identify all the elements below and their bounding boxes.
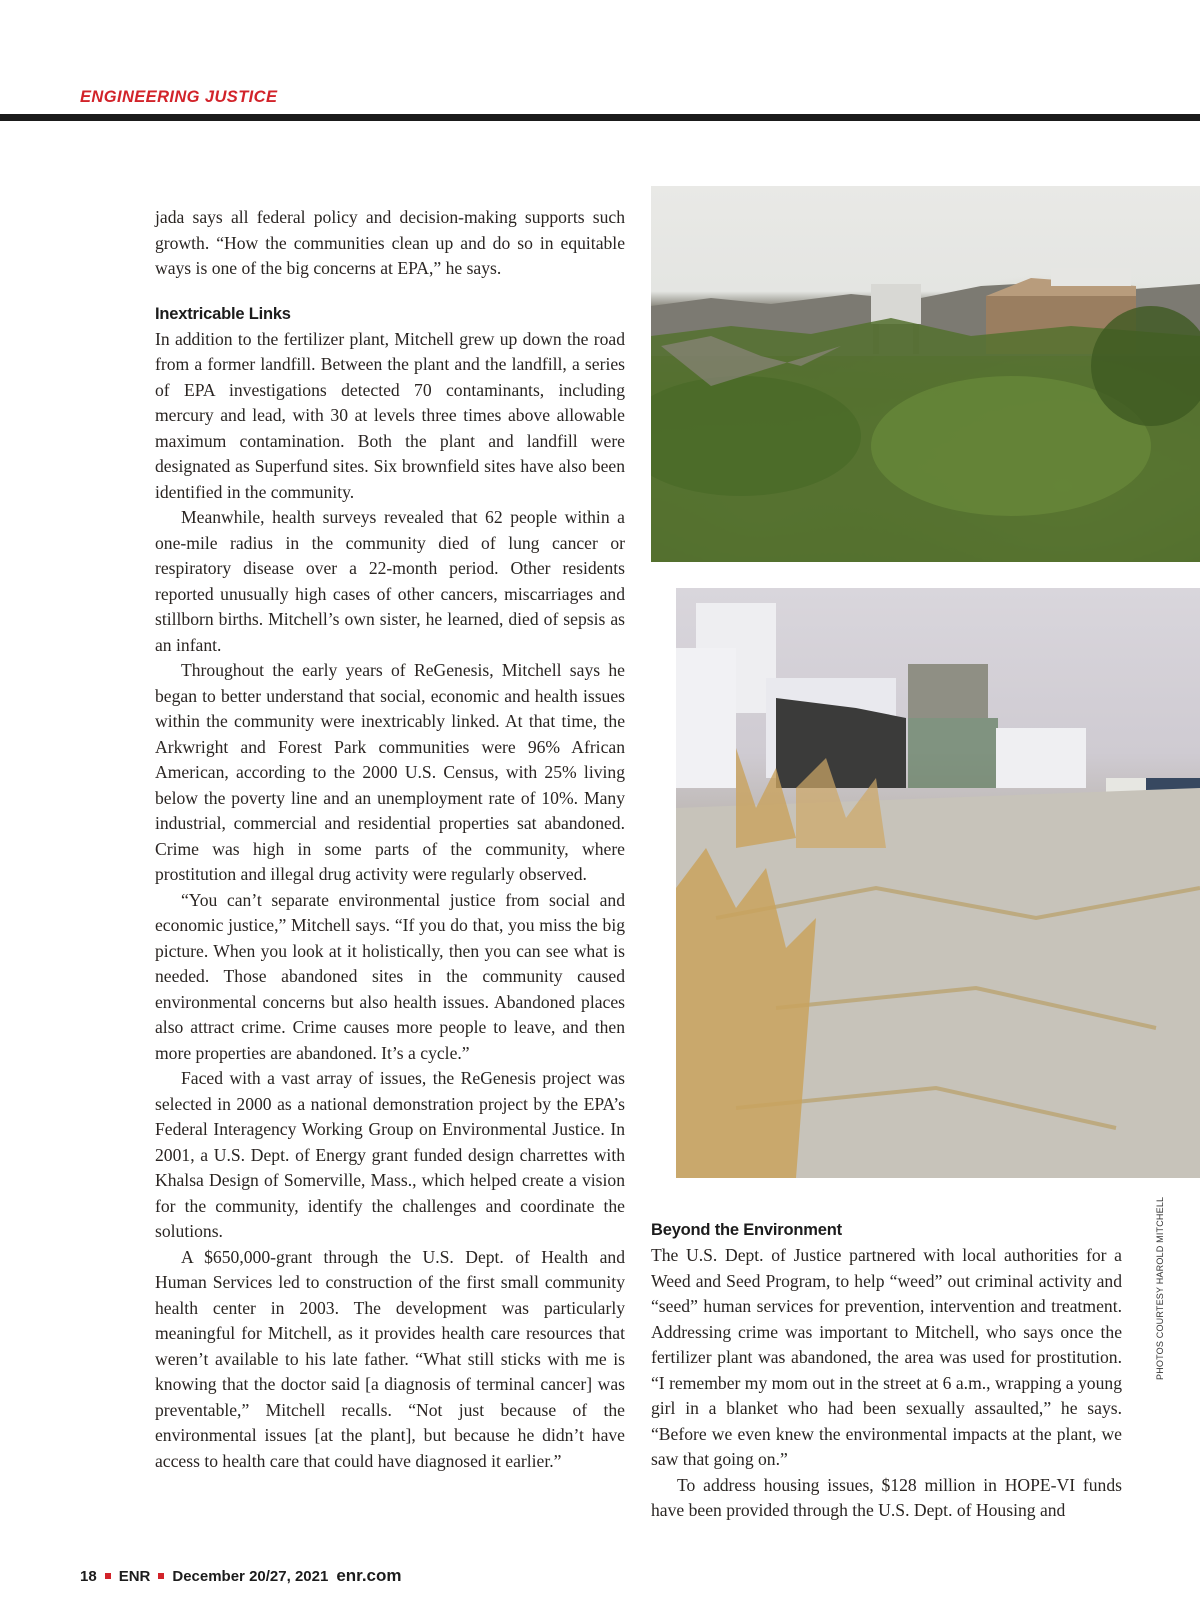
subhead-inextricable-links: Inextricable Links	[155, 304, 291, 323]
body-paragraph: Meanwhile, health surveys revealed that 62 people within a one-mile radius in the community died of lung cancer or respiratory disease over a 22-month period. Other residents reported unusually high cases of other cancers, miscarriages and stillborn births. Mitchell’s own sister, he learned, died of sepsis as an infant.	[155, 507, 625, 655]
section-label: ENGINEERING JUSTICE	[80, 88, 278, 106]
body-paragraph: The U.S. Dept. of Justice partnered with local authorities for a Weed and Seed Program, to help “weed” out criminal activity and “seed” human services for prevention, intervention and treatment. Addressing crime was important to Mitchell, who says once the fertilizer plant was abandoned, the area was used for prostitution. “I remember my mom out in the street at 6 a.m., wrapping a young girl in a blanket who had been sexually assaulted,” he says. “Before we even knew the environmental impacts at the plant, we saw that going on.”	[651, 1245, 1122, 1469]
photo-demolished-plant	[651, 186, 1200, 562]
photo-abandoned-lot-drawing	[676, 588, 1200, 1178]
photo-credit: PHOTOS COURTESY HAROLD MITCHELL	[1155, 1196, 1165, 1380]
right-column	[651, 1218, 1122, 1524]
subhead-beyond-the-environment: Beyond the Environment	[651, 1221, 842, 1239]
body-paragraph: “You can’t separate environmental justice from social and economic justice,” Mitchell says. “If you do that, you miss the big picture. When you look at it holistically, then you can see what is needed. Those abandoned sites in the community caused environmental concerns but also health issues. Abandoned places also attract crime. Crime causes more people to leave, and then more properties are abandoned. It’s a cycle.”	[155, 889, 625, 1063]
issue-date: December 20/27, 2021	[172, 1567, 329, 1585]
header-rule	[0, 114, 1200, 121]
website-link[interactable]: enr.com	[336, 1566, 402, 1585]
footer-separator-icon	[105, 1573, 111, 1579]
footer-separator-icon	[158, 1573, 164, 1579]
body-paragraph: A $650,000-grant through the U.S. Dept. of Health and Human Services led to construction of the first small community health center in 2003. The development was particularly meaningful for Mitchell, as it provides health care resources that weren’t available to his late father. “What still sticks with me is knowing that the doctor said [a diagnosis of terminal cancer] was preventable,” Mitchell recalls. “Not just because of the environmental issues [at the plant], but because he didn’t have access to health care that could have diagnosed it earlier.”	[155, 1246, 625, 1471]
body-paragraph: Throughout the early years of ReGenesis, Mitchell says he began to better understand that social, economic and health issues within the community were inextricably linked. At that time, the Arkwright and Forest Park communities were 96% African American, according to the 2000 U.S. Census, with 25% living below the poverty line and an unemployment rate of 10%. Many industrial, commercial and residential properties sat abandoned. Crime was high in some parts of the community, where prostitution and illegal drug activity were regularly observed.	[155, 660, 625, 884]
body-paragraph: To address housing issues, $128 million in HOPE-VI funds have been provided through the U.S. Dept. of Housing and	[651, 1474, 1122, 1520]
opening-paragraph: jada says all federal policy and decision-making supports such growth. “How the communities clean up and do so in equitable ways is one of the big concerns at EPA,” he says.	[155, 207, 625, 278]
photo-abandoned-lot	[676, 588, 1200, 1178]
photo-demolished-plant-drawing	[651, 186, 1200, 562]
body-paragraph: In addition to the fertilizer plant, Mitchell grew up down the road from a former landfill. Between the plant and the landfill, a series of EPA investigations detected 70 contaminants, including mercury and lead, with 30 at levels three times above allowable maximum contamination. Both the plant and landfill were designated as Superfund sites. Six brownfield sites have also been identified in the community.	[155, 328, 625, 502]
publication-name: ENR	[118, 1567, 151, 1585]
page-number: 18	[80, 1567, 97, 1585]
left-column	[155, 205, 625, 1474]
body-paragraph: Faced with a vast array of issues, the ReGenesis project was selected in 2000 as a national demonstration project by the EPA’s Federal Interagency Working Group on Environmental Justice. In 2001, a U.S. Dept. of Energy grant funded design charrettes with Khalsa Design of Somerville, Mass., which helped create a vision for the community, identify the challenges and coordinate the solutions.	[155, 1068, 625, 1241]
page-footer	[80, 1566, 402, 1586]
